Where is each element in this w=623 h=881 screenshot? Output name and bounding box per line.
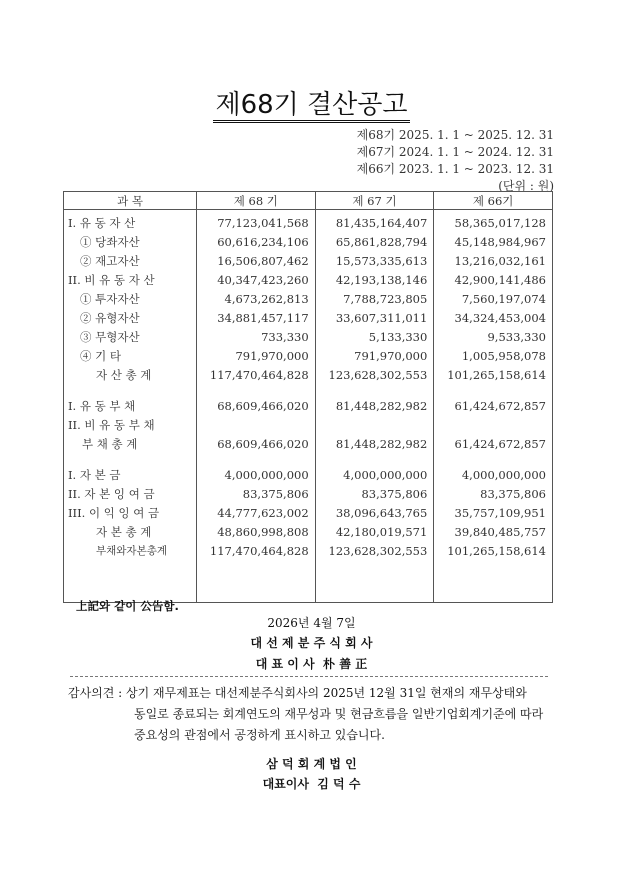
auditor-ceo: 대표이사 김 덕 수 [262,777,361,791]
row-value: 4,000,000,000 [197,465,316,484]
row-label: 자 본 총 계 [64,522,197,541]
opinion-line-2: 동일로 종료되는 회계연도의 재무성과 및 현금흐름을 일반기업회계기준에 따라 [134,707,544,721]
row-value: 42,900,141,486 [434,270,553,289]
opinion-label: 감사의견 : [68,686,127,700]
row-value: 4,673,262,813 [197,289,316,308]
row-value: 61,424,672,857 [434,434,553,453]
auditor-name: 삼 덕 회 계 법 인 [266,757,357,771]
table-row [64,503,553,522]
table-row [64,434,553,453]
row-label: ④ 기 타 [64,346,197,365]
row-value: 16,506,807,462 [197,251,316,270]
row-value: 83,375,806 [434,484,553,503]
table-row [64,484,553,503]
table-row [64,308,553,327]
period-68: 제68기 2025. 1. 1 ~ 2025. 12. 31 [356,128,554,142]
row-value: 68,609,466,020 [197,434,316,453]
row-label: I. 자 본 금 [64,465,197,484]
row-value: 60,616,234,106 [197,232,316,251]
header-68: 제 68 기 [197,192,316,210]
row-value: 83,375,806 [315,484,434,503]
table-header [64,192,553,210]
table-row [64,327,553,346]
table-row [64,396,553,415]
row-value: 15,573,335,613 [315,251,434,270]
row-label: 부채와자본총계 [64,541,197,560]
period-66: 제66기 2023. 1. 1 ~ 2023. 12. 31 [356,162,554,176]
row-value: 34,324,453,004 [434,308,553,327]
header-67: 제 67 기 [315,192,434,210]
row-label: II. 비 유 동 부 채 [64,415,197,434]
row-value: 39,840,485,757 [434,522,553,541]
row-value: 4,000,000,000 [434,465,553,484]
table-row [64,251,553,270]
blank-row [64,384,553,396]
row-value: 42,193,138,146 [315,270,434,289]
table-row [64,346,553,365]
table-row [64,465,553,484]
row-value: 81,435,164,407 [315,210,434,233]
ceo-name: 대 표 이 사 朴 善 正 [255,657,368,671]
row-value: 733,330 [197,327,316,346]
period-67: 제67기 2024. 1. 1 ~ 2024. 12. 31 [356,145,554,159]
row-value: 1,005,958,078 [434,346,553,365]
balance-sheet-table [63,191,553,603]
row-value: 123,628,302,553 [315,365,434,384]
row-label: ③ 무형자산 [64,327,197,346]
announcement-date: 2026년 4월 7일 [267,616,356,630]
row-value [434,415,553,434]
company-name: 대 선 제 분 주 식 회 사 [250,636,373,650]
header-66: 제 66기 [434,192,553,210]
row-label: II. 비 유 동 자 산 [64,270,197,289]
table-row [64,522,553,541]
table-row [64,232,553,251]
row-value: 5,133,330 [315,327,434,346]
row-label: I. 유 동 부 채 [64,396,197,415]
table-row [64,270,553,289]
blank-row [64,453,553,465]
row-value: 68,609,466,020 [197,396,316,415]
row-label: 부 채 총 계 [64,434,197,453]
row-value: 45,148,984,967 [434,232,553,251]
opinion-line-1: 상기 재무제표는 대선제분주식회사의 2025년 12월 31일 현재의 재무상태와 [126,686,527,700]
row-value: 117,470,464,828 [197,541,316,560]
row-label: I. 유 동 자 산 [64,210,197,233]
row-value: 13,216,032,161 [434,251,553,270]
table-row [64,415,553,434]
row-value: 48,860,998,808 [197,522,316,541]
row-value: 101,265,158,614 [434,365,553,384]
unit-label: (단위 : 원) [498,179,554,193]
row-value: 61,424,672,857 [434,396,553,415]
row-value: 65,861,828,794 [315,232,434,251]
notice-text: 上記와 같이 公告함. [76,599,179,613]
row-value: 34,881,457,117 [197,308,316,327]
row-value: 35,757,109,951 [434,503,553,522]
row-value: 101,265,158,614 [434,541,553,560]
row-value: 4,000,000,000 [315,465,434,484]
row-value: 81,448,282,982 [315,434,434,453]
opinion-line-3: 중요성의 관점에서 공정하게 표시하고 있습니다. [134,728,385,742]
row-value: 77,123,041,568 [197,210,316,233]
row-value: 9,533,330 [434,327,553,346]
row-value: 44,777,623,002 [197,503,316,522]
row-value: 38,096,643,765 [315,503,434,522]
row-value [197,415,316,434]
header-account: 과 목 [64,192,197,210]
row-label: ② 유형자산 [64,308,197,327]
table-row [64,365,553,384]
fiscal-periods [357,127,554,195]
row-label: ① 투자자산 [64,289,197,308]
row-label: ① 당좌자산 [64,232,197,251]
row-label: ② 재고자산 [64,251,197,270]
page-title [0,84,623,121]
row-label: III. 이 익 잉 여 금 [64,503,197,522]
row-label: 자 산 총 계 [64,365,197,384]
row-value: 40,347,423,260 [197,270,316,289]
table-row [64,289,553,308]
row-value: 123,628,302,553 [315,541,434,560]
row-value: 7,560,197,074 [434,289,553,308]
row-value: 58,365,017,128 [434,210,553,233]
row-value: 791,970,000 [197,346,316,365]
row-value: 42,180,019,571 [315,522,434,541]
row-value: 7,788,723,805 [315,289,434,308]
row-value: 117,470,464,828 [197,365,316,384]
row-value [315,415,434,434]
title-text: 제68기 결산공고 [213,90,409,123]
table-row [64,541,553,560]
table-row [64,210,553,233]
row-value: 81,448,282,982 [315,396,434,415]
row-value: 33,607,311,011 [315,308,434,327]
row-value: 83,375,806 [197,484,316,503]
row-label: II. 자 본 잉 여 금 [64,484,197,503]
audit-opinion [68,683,543,746]
row-value: 791,970,000 [315,346,434,365]
filler-row [64,560,553,603]
divider [70,676,548,677]
